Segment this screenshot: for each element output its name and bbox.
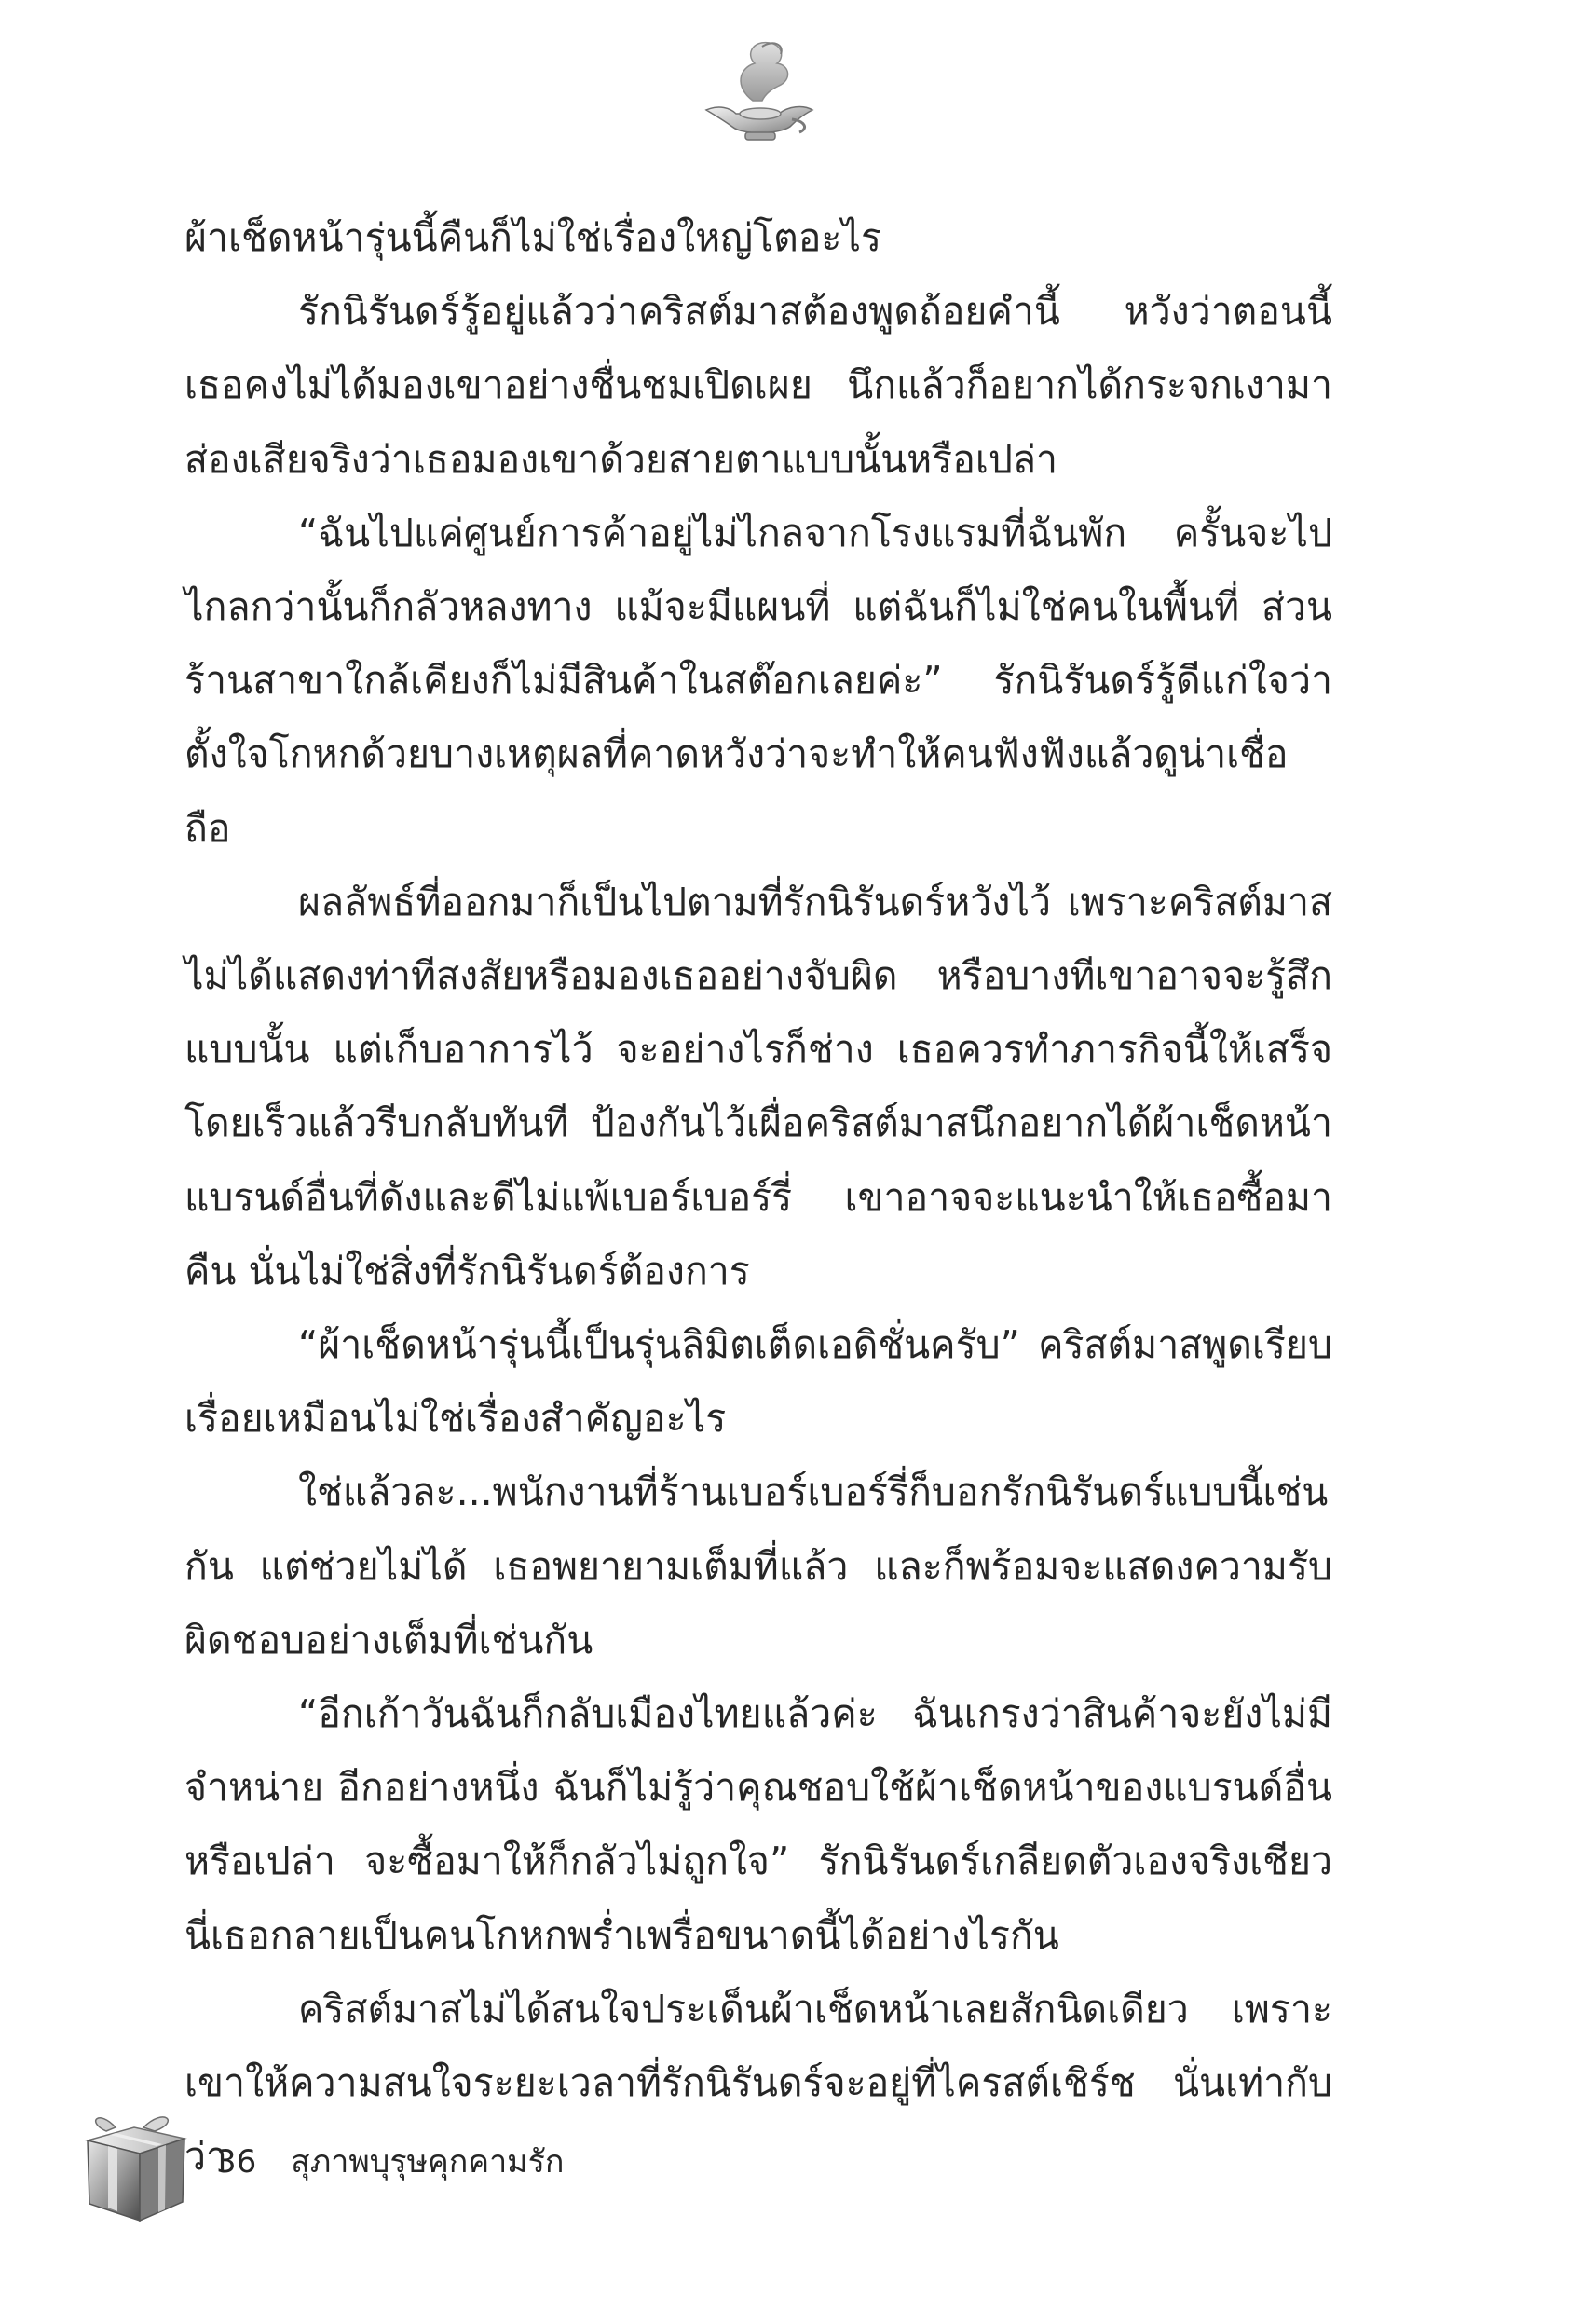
paragraph: “อีกเก้าวันฉันก็กลับเมืองไทยแล้วค่ะ ฉันเกรงว่าสินค้าจะยังไม่มีจำหน่าย อีกอย่างหนึ่ง ฉันก็ไม่รู้ว่าคุณชอบใช้ผ้าเช็ดหน้าของแบรนด์อื่นหรือเปล่า จะซื้อมาให้ก็กลัวไม่ถูกใจ” รักนิรันดร์เกลียดตัวเองจริงเชียว นี่เธอกลายเป็นคนโกหกพร่ำเพรื่อขนาดนี้ได้อย่างไรกัน <box>184 1691 1332 1958</box>
paragraph: “ฉันไปแค่ศูนย์การค้าอยู่ไม่ไกลจากโรงแรมที่ฉันพัก ครั้นจะไปไกลกว่านั้นก็กลัวหลงทาง แม้จะมีแผนที่ แต่ฉันก็ไม่ใช่คนในพื้นที่ ส่วนร้านสาขาใกล้เคียงก็ไม่มีสินค้าในสต๊อกเลยค่ะ” รักนิรันดร์รู้ดีแก่ใจว่าตั้งใจโกหกด้วยบางเหตุผลที่คาดหวังว่าจะทำให้คนฟังฟังแล้วดูน่าเชื่อถือ <box>184 510 1332 851</box>
paragraph: ใช่แล้วละ...พนักงานที่ร้านเบอร์เบอร์รี่ก็บอกรักนิรันดร์แบบนี้เช่นกัน แต่ช่วยไม่ได้ เธอพยายามเต็มที่แล้ว และก็พร้อมจะแสดงความรับผิดชอบอย่างเต็มที่เช่นกัน <box>184 1470 1332 1662</box>
body-text <box>184 201 1332 2194</box>
genie-lamp-icon <box>688 35 827 147</box>
page-number: 36 <box>216 2143 257 2181</box>
paragraph: ผลลัพธ์ที่ออกมาก็เป็นไปตามที่รักนิรันดร์หวังไว้ เพราะคริสต์มาสไม่ได้แสดงท่าทีสงสัยหรือมองเธออย่างจับผิด หรือบางทีเขาอาจจะรู้สึกแบบนั้น แต่เก็บอาการไว้ จะอย่างไรก็ช่าง เธอควรทำภารกิจนี้ให้เสร็จโดยเร็วแล้วรีบกลับทันที ป้องกันไว้เผื่อคริสต์มาสนึกอยากได้ผ้าเช็ดหน้าแบรนด์อื่นที่ดังและดีไม่แพ้เบอร์เบอร์รี่ เขาอาจจะแนะนำให้เธอซื้อมาคืน นั่นไม่ใช่สิ่งที่รักนิรันดร์ต้องการ <box>184 879 1332 1293</box>
book-title: สุภาพบุรุษคุกคามรัก <box>291 2143 565 2181</box>
paragraph: ผ้าเช็ดหน้ารุ่นนี้คืนก็ไม่ใช่เรื่องใหญ่โตอะไร <box>184 215 882 260</box>
paragraph: “ผ้าเช็ดหน้ารุ่นนี้เป็นรุ่นลิมิตเต็ดเอดิชั่นครับ” คริสต์มาสพูดเรียบเรื่อยเหมือนไม่ใช่เรื่องสำคัญอะไร <box>184 1322 1332 1442</box>
paragraph: รักนิรันดร์รู้อยู่แล้วว่าคริสต์มาสต้องพูดถ้อยคำนี้ หวังว่าตอนนี้เธอคงไม่ได้มองเขาอย่างชื่นชมเปิดเผย นึกแล้วก็อยากได้กระจกเงามาส่องเสียจริงว่าเธอมองเขาด้วยสายตาแบบนั้นหรือเปล่า <box>184 289 1332 482</box>
footer <box>216 2143 564 2181</box>
paragraph: คริสต์มาสไม่ได้สนใจประเด็นผ้าเช็ดหน้าเลยสักนิดเดียว เพราะเขาให้ความสนใจระยะเวลาที่รักนิรันดร์จะอยู่ที่ไครสต์เชิร์ช นั่นเท่ากับว่า <box>184 1986 1332 2180</box>
gift-box-icon <box>78 2101 194 2224</box>
